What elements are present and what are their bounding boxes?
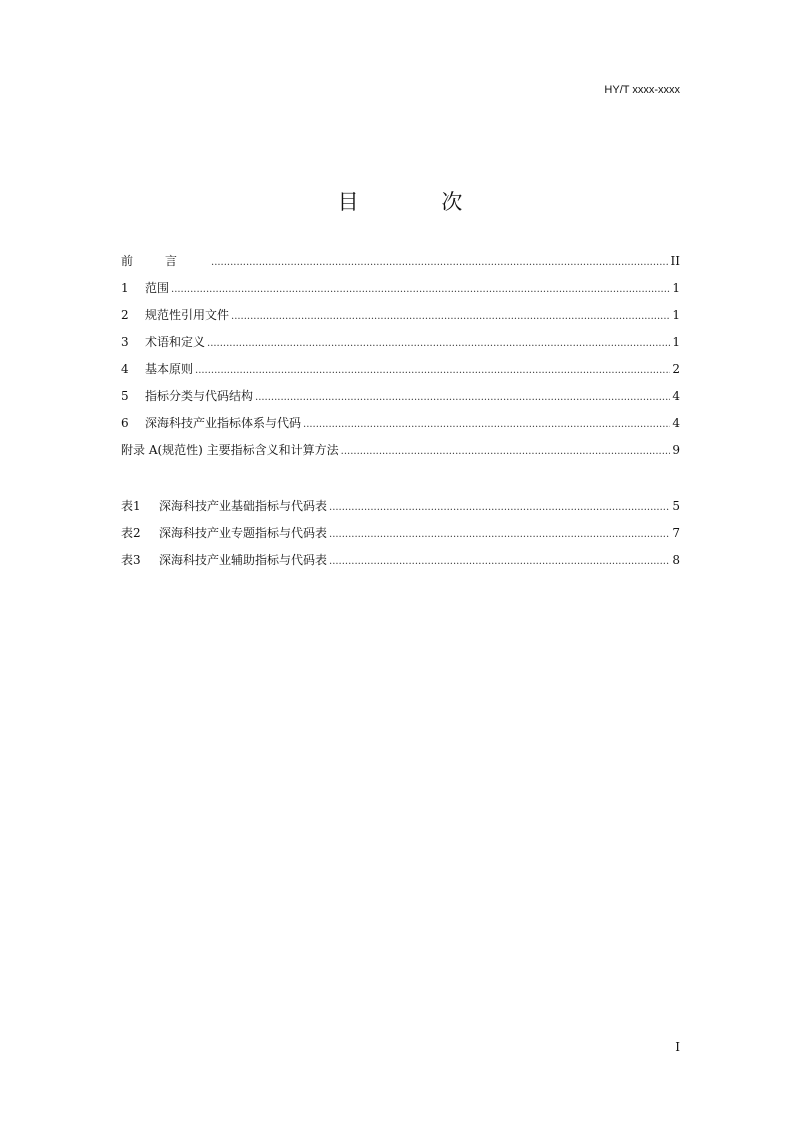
toc-leader-dots <box>211 254 669 272</box>
table-entry-page: 8 <box>672 553 680 567</box>
toc-leader-dots <box>303 416 670 434</box>
toc-title: 目 次 <box>337 190 501 214</box>
table-entry-label: 深海科技产业专题指标与代码表 <box>159 526 328 540</box>
page-number: I <box>675 1040 680 1054</box>
toc-entry-page: 9 <box>672 443 680 457</box>
toc-leader-dots <box>341 443 671 461</box>
list-of-tables <box>121 497 680 578</box>
toc-entry-normative-references[interactable] <box>121 306 680 333</box>
toc-entry-page: II <box>670 254 680 268</box>
table-entry-number: 表3 <box>121 553 141 567</box>
table-of-contents <box>121 252 680 468</box>
table-entry-number: 表1 <box>121 499 141 513</box>
toc-entry-label: 指标分类与代码结构 <box>145 389 254 403</box>
toc-leader-dots <box>329 553 670 571</box>
toc-entry-label: 附录 A(规范性) 主要指标含义和计算方法 <box>121 443 339 457</box>
toc-entry-scope[interactable] <box>121 279 680 306</box>
toc-entry-label: 术语和定义 <box>145 335 206 349</box>
toc-leader-dots <box>207 335 670 353</box>
toc-entry-appendix-a[interactable] <box>121 441 680 468</box>
toc-entry-number: 2 <box>121 308 129 322</box>
table-entry-label: 深海科技产业辅助指标与代码表 <box>159 553 328 567</box>
table-entry-basic-indicators[interactable] <box>121 497 680 524</box>
table-entry-special-indicators[interactable] <box>121 524 680 551</box>
toc-leader-dots <box>329 526 670 544</box>
toc-entry-foreword[interactable] <box>121 252 680 279</box>
toc-entry-number: 4 <box>121 362 129 376</box>
toc-entry-terms-definitions[interactable] <box>121 333 680 360</box>
toc-leader-dots <box>231 308 670 326</box>
toc-entry-number: 3 <box>121 335 129 349</box>
toc-entry-page: 4 <box>672 416 680 430</box>
toc-leader-dots <box>255 389 670 407</box>
toc-entry-page: 1 <box>672 308 680 322</box>
table-entry-number: 表2 <box>121 526 141 540</box>
toc-entry-number: 6 <box>121 416 129 430</box>
table-entry-auxiliary-indicators[interactable] <box>121 551 680 578</box>
table-entry-page: 5 <box>672 499 680 513</box>
toc-entry-classification-code-structure[interactable] <box>121 387 680 414</box>
toc-entry-label: 前言 <box>121 254 210 268</box>
toc-entry-number: 1 <box>121 281 129 295</box>
toc-entry-page: 1 <box>672 281 680 295</box>
toc-entry-page: 4 <box>672 389 680 403</box>
toc-entry-basic-principles[interactable] <box>121 360 680 387</box>
toc-entry-page: 1 <box>672 335 680 349</box>
toc-entry-label: 范围 <box>145 281 170 295</box>
toc-leader-dots <box>195 362 670 380</box>
toc-entry-label: 深海科技产业指标体系与代码 <box>145 416 302 430</box>
toc-leader-dots <box>329 499 670 517</box>
toc-leader-dots <box>171 281 670 299</box>
table-entry-page: 7 <box>672 526 680 540</box>
table-entry-label: 深海科技产业基础指标与代码表 <box>159 499 328 513</box>
toc-entry-label: 规范性引用文件 <box>145 308 230 322</box>
document-code: HY/T xxxx-xxxx <box>604 84 680 96</box>
toc-entry-indicator-system[interactable] <box>121 414 680 441</box>
toc-entry-label: 基本原则 <box>145 362 194 376</box>
toc-entry-page: 2 <box>672 362 680 376</box>
toc-entry-number: 5 <box>121 389 129 403</box>
